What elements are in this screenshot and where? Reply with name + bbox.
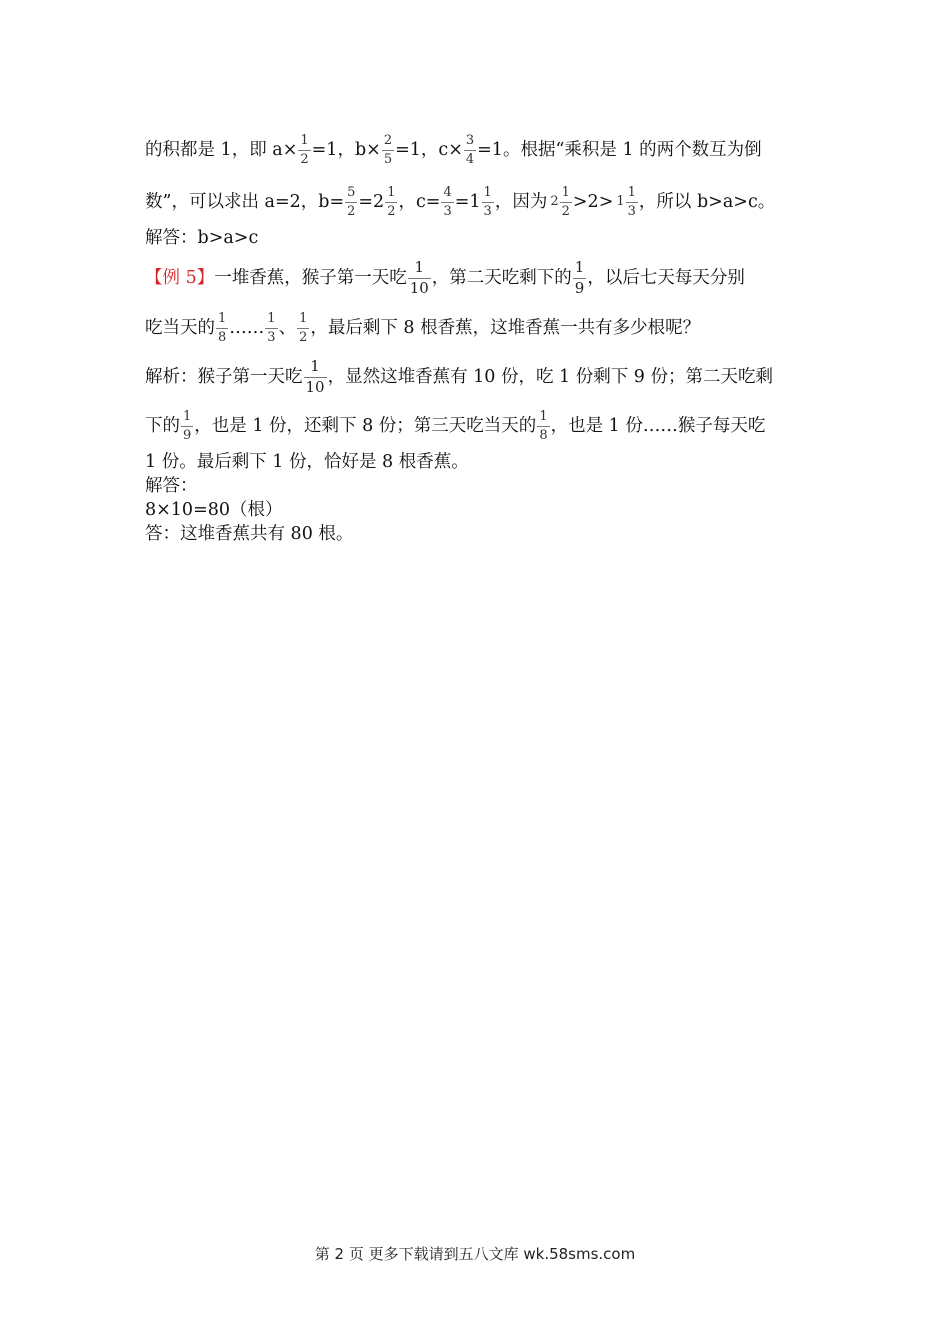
text-segment: =2 (358, 192, 385, 212)
text-segment: =1 (454, 192, 481, 212)
text-segment: ，所以 b>a>c。 (638, 192, 776, 212)
text-segment: 、 (278, 318, 297, 338)
fraction: $\frac{1}{10}$ (305, 357, 325, 396)
text-line-8 (145, 450, 469, 474)
text-segment: >2> (572, 192, 614, 212)
fraction: $\frac{1}{9}$ (183, 409, 192, 443)
answer-text: 解答：b>a>c (145, 228, 259, 248)
fraction: $\frac{1}{2}$ (299, 311, 308, 345)
final-answer: 答：这堆香蕉共有 80 根。 (145, 524, 354, 544)
text-segment: ，也是 1 份……猴子每天吃 (550, 416, 766, 436)
fraction: $\frac{1}{2}$ (387, 185, 396, 219)
fraction: $\frac{1}{8}$ (218, 311, 227, 345)
text-segment: ，因为 (494, 192, 548, 212)
fraction: $\frac{1}{9}$ (574, 258, 585, 297)
text-line-3 (145, 226, 258, 250)
mixed-number-whole: 1 (616, 194, 625, 209)
text-segment: ，第二天吃剩下的 (431, 268, 572, 288)
text-segment: 解析：猴子第一天吃 (145, 367, 303, 387)
fraction: $\frac{3}{4}$ (465, 133, 475, 167)
fraction: $\frac{1}{2}$ (300, 133, 309, 167)
fraction: $\frac{1}{3}$ (627, 185, 636, 219)
text-segment: …… (229, 318, 265, 338)
mixed-number-whole: 2 (550, 194, 559, 209)
text-segment: 数”，可以求出 a=2，b= (145, 192, 345, 212)
text-line-9 (145, 474, 198, 498)
text-line-7 (145, 410, 765, 442)
text-segment: ，以后七天每天分别 (587, 268, 745, 288)
text-line-1 (145, 134, 762, 166)
equation-text: 8×10=80（根） (145, 500, 283, 520)
text-line-6 (145, 359, 773, 395)
text-line-10 (145, 498, 283, 522)
text-segment: ，c= (398, 192, 441, 212)
fraction: $\frac{4}{3}$ (443, 185, 452, 219)
text-segment: ，显然这堆香蕉有 10 份，吃 1 份剩下 9 份；第二天吃剩 (327, 367, 774, 387)
text-segment: ，也是 1 份，还剩下 8 份；第三天吃当天的 (194, 416, 537, 436)
fraction: $\frac{1}{2}$ (561, 185, 570, 219)
text-segment: 吃当天的 (145, 318, 215, 338)
text-line-11 (145, 522, 353, 546)
fraction: $\frac{5}{2}$ (347, 185, 356, 219)
text-segment: ，最后剩下 8 根香蕉，这堆香蕉一共有多少根呢？ (310, 318, 701, 338)
fraction: $\frac{1}{3}$ (267, 311, 276, 345)
text-segment: 一堆香蕉，猴子第一天吃 (214, 268, 407, 288)
fraction: $\frac{1}{8}$ (539, 409, 548, 443)
text-segment: =1。根据“乘积是 1 的两个数互为倒 (477, 140, 762, 160)
fraction: $\frac{1}{3}$ (483, 185, 492, 219)
text-line-4 (145, 260, 745, 296)
text-segment: 的积都是 1，即 a× (145, 140, 298, 160)
fraction: $\frac{1}{10}$ (409, 258, 429, 297)
answer-label: 解答： (145, 476, 198, 496)
text-segment: =1，c× (395, 140, 463, 160)
text-segment: =1，b× (311, 140, 381, 160)
text-segment: 1 份。最后剩下 1 份，恰好是 8 根香蕉。 (145, 452, 469, 472)
text-line-5 (145, 312, 700, 344)
example-tag: 【例 5】 (145, 268, 215, 288)
text-line-2 (145, 186, 775, 218)
text-segment: 下的 (145, 416, 180, 436)
page-footer: 第 2 页 更多下载请到五八文库 wk.58sms.com (314, 1245, 636, 1263)
fraction: $\frac{2}{5}$ (383, 133, 393, 167)
